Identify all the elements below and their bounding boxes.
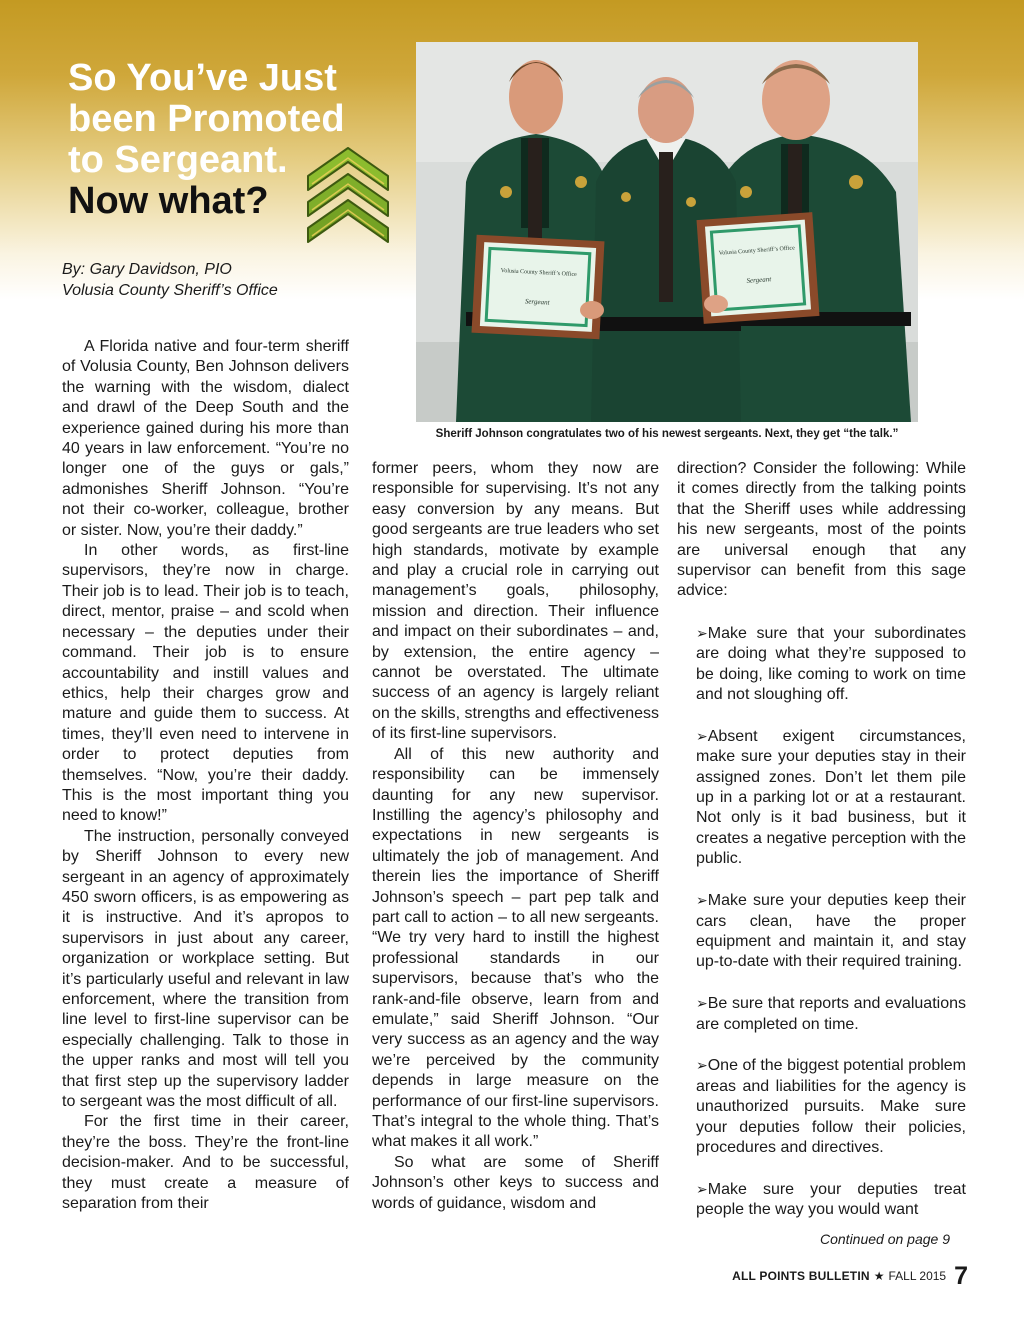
certificate-right-heading: Volusia County Sheriff’s Office <box>718 245 796 257</box>
paragraph: The instruction, personally conveyed by Sheriff Johnson to every new sergeant in an agency of approximately 450 sworn officers, is as empowering as it is instructive. And it’s apropos to supervisors in just about any career, organization or workplace setting. But it’s particularly useful and relevant in law enforcement, where the transition from line level to first-line supervisor can be especially challenging. Talk to those in the upper ranks and most will tell you that first step up the supervisory ladder to sergeant was the most difficult of all. <box>62 827 349 1111</box>
list-item-text: Be sure that reports and evaluations are completed on time. <box>696 995 966 1033</box>
arrow-bullet-icon: ➢ <box>696 892 708 909</box>
paragraph: For the first time in their career, they’re the boss. They’re the front-line decision-maker. And to be successful, they must create a measure of separation from their <box>62 1113 349 1213</box>
paragraph: So what are some of Sheriff Johnson’s other keys to success and words of guidance, wisdom and <box>372 1153 659 1212</box>
publication-name: ALL POINTS BULLETIN <box>732 1269 870 1283</box>
paragraph: In other words, as first-line supervisors, they’re now in charge. Their job is to lead. Their job is to teach, direct, mentor, praise – and scold when necessary – the deputies under their command. Their job is to ensure accountability and instill values and ethics, help their charges grow and mature and guide them to success. At times, they’ll even need to intervene in order to protect deputies from themselves. “Now, you’re their daddy. This is the most important thing you need to know!” <box>62 542 349 825</box>
list-item-text: Make sure that your subordinates are doing what they’re supposed to be doing, like coming to work on time and not sloughing off. <box>696 624 966 704</box>
list-item-text: Make sure your deputies keep their cars clean, have the proper equipment and maintain it, and stay up-to-date with their required training. <box>696 892 966 971</box>
arrow-bullet-icon: ➢ <box>696 624 708 641</box>
certificate-left-title: Sergeant <box>524 297 550 307</box>
arrow-bullet-icon: ➢ <box>696 1057 708 1074</box>
byline-organization: Volusia County Sheriff’s Office <box>62 282 278 299</box>
list-item <box>696 993 966 1035</box>
column-3 <box>677 459 966 1221</box>
list-item <box>696 623 966 706</box>
sergeant-chevron-icon <box>302 142 394 246</box>
paragraph: direction? Consider the following: While it comes directly from the talking points that the Sheriff uses while addressing his new sergeants, most of the points are universal enough that any supervisor can benefit from this sage advice: <box>677 460 966 600</box>
title-line-3: to Sergeant. <box>68 139 288 181</box>
advice-list <box>677 623 966 1221</box>
arrow-bullet-icon: ➢ <box>696 727 708 744</box>
paragraph: A Florida native and four-term sheriff of Volusia County, Ben Johnson delivers the warning with the wisdom, dialect and drawl of the Deep South and the experience gained during his more than 40 years in law enforcement. “You’re no longer one of the guys or gals,” admonishes Sheriff Johnson. “You’re not their co-worker, colleague, brother or sister. Now, you’re their daddy.” <box>62 338 349 539</box>
list-item <box>696 1055 966 1158</box>
continued-note: Continued on page 9 <box>820 1231 950 1247</box>
column-1 <box>62 337 349 1214</box>
byline <box>62 259 362 301</box>
list-item <box>696 1179 966 1221</box>
award-photo <box>416 42 918 422</box>
certificate-right-title: Sergeant <box>746 275 772 285</box>
paragraph: former peers, whom they now are responsible for supervising. It’s not any easy conversion by any means. But good sergeants are true leaders who set high standards, motivate by example and play a crucial role in carrying out management’s goals, philosophy, mission and direction. Their influence and impact on their subordinates – and, by extension, the entire agency – cannot be overstated. The ultimate success of an agency is largely reliant on the skills, strengths and effectiveness of its first-line supervisors. <box>372 460 659 743</box>
arrow-bullet-icon: ➢ <box>696 995 708 1012</box>
column-2 <box>372 459 659 1214</box>
list-item <box>696 726 966 870</box>
paragraph: All of this new authority and responsibility can be immensely daunting for any new supervisor. Instilling the agency’s philosophy and expectations in new sergeants is ultimately the job of management. And therein lies the importance of Sheriff Johnson’s speech – part pep talk and part call to action – to all new sergeants. “We try very hard to instill the highest professional standards in our supervisors, because that’s who the rank-and-file observe, learn from and emulate,” said Sheriff Johnson. “Our very success as an agency and the way we’re perceived by the community depends in large measure on the performance of our first-line supervisors. That’s integral to the whole thing. That’s what makes it all work.” <box>372 745 659 1151</box>
title-line-1: So You’ve Just <box>68 57 337 99</box>
list-item-text: Absent exigent circumstances, make sure your deputies stay in their assigned zones. Don’t let them pile up in a parking lot or at a restaurant. Not only is it bad business, but it creates a negative perception with the public. <box>696 727 966 868</box>
arrow-bullet-icon: ➢ <box>696 1180 708 1197</box>
page-number: 7 <box>954 1261 968 1290</box>
list-item <box>696 890 966 973</box>
page-footer <box>718 1262 968 1290</box>
star-icon: ★ <box>873 1269 885 1283</box>
title-emphasis: Now what? <box>68 180 269 222</box>
certificate-left-heading: Volusia County Sheriff’s Office <box>500 268 577 279</box>
byline-author: By: Gary Davidson, PIO <box>62 261 232 278</box>
list-item-text: One of the biggest potential problem areas and liabilities for the agency is unauthorized pursuits. Make sure your deputies follow their policies, procedures and directives. <box>696 1057 966 1156</box>
photo-caption: Sheriff Johnson congratulates two of his newest sergeants. Next, they get “the talk.” <box>435 428 899 440</box>
list-item-text: Make sure your deputies treat people the way you would want <box>696 1180 966 1219</box>
issue-season: FALL 2015 <box>888 1269 947 1283</box>
photo-illustration <box>416 42 918 422</box>
certificate-left <box>472 235 605 340</box>
title-line-2: been Promoted <box>68 98 345 140</box>
